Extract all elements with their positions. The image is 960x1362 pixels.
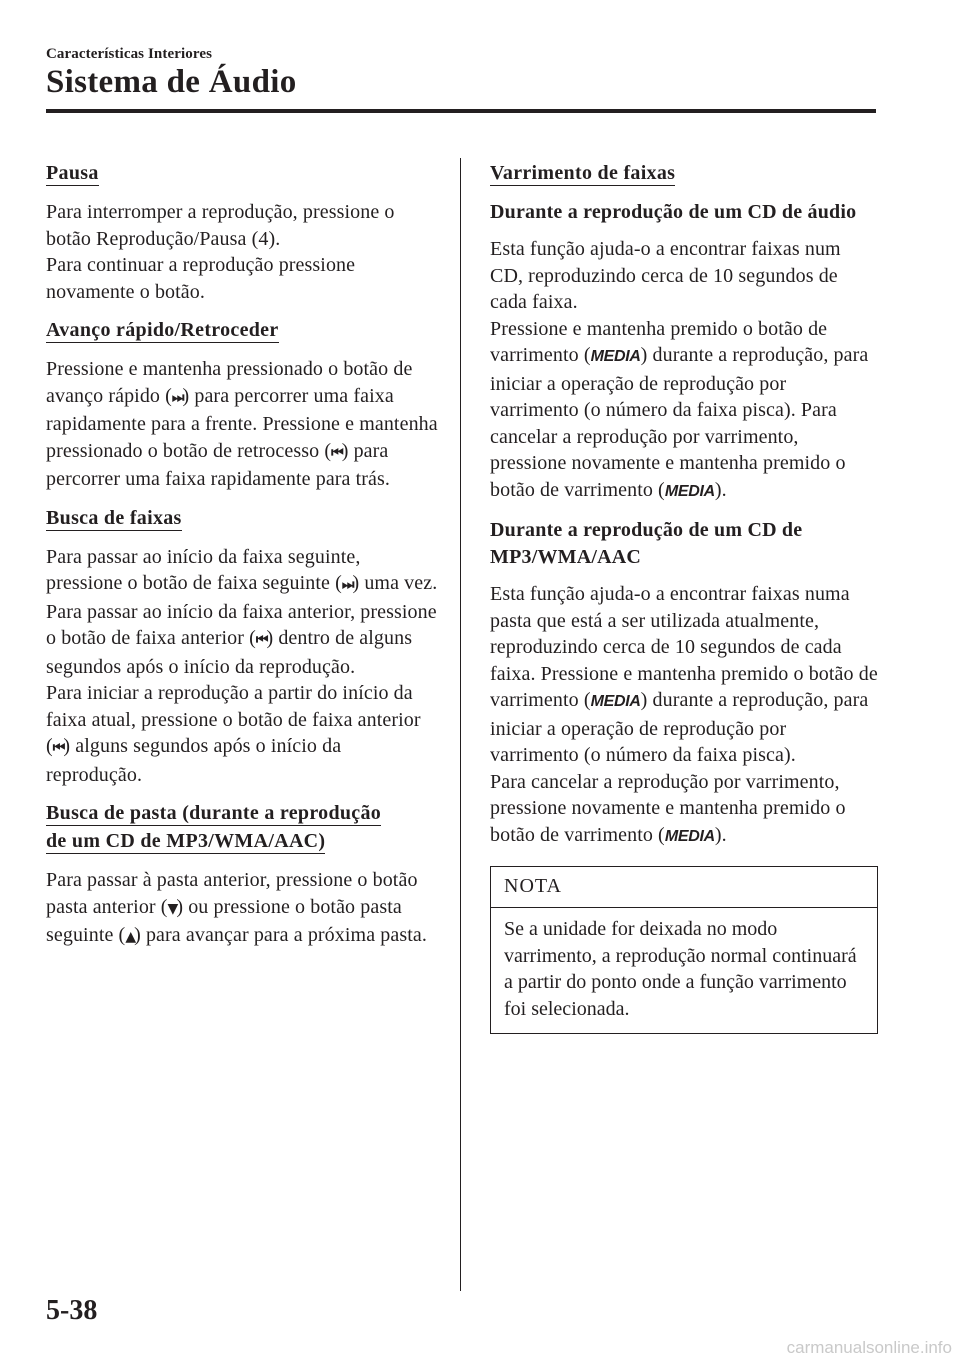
- next-track-icon: ⏭: [171, 389, 183, 406]
- varrimento-text-2: [490, 316, 878, 506]
- varrimento-text-4a: Para cancelar a reprodução por varrimento, pressione novamente e mantenha premido o botão de varrimento (: [490, 770, 846, 846]
- varrimento-text-4: [490, 769, 878, 851]
- previous-track-icon: ⏮: [255, 632, 267, 648]
- busca-text-b2: ) dentro de alguns segundos após o início da reprodução.: [46, 627, 413, 678]
- column-divider: [460, 158, 461, 1291]
- right-column: [490, 160, 878, 1034]
- previous-track-icon: ⏮: [52, 740, 64, 756]
- section-pausa: [46, 160, 438, 188]
- varrimento-text-1: Esta função ajuda-o a encontrar faixas num CD, reproduzindo cerca de 10 segundos de cada faixa.: [490, 238, 841, 313]
- busca-text-b1: Para passar ao início da faixa anterior, pressione o botão de faixa anterior (: [46, 600, 437, 649]
- varrimento-text-3b: ) durante a reprodução, para iniciar a operação de reprodução por varrimento (o número da faixa pisca).: [490, 689, 869, 766]
- heading-pasta-line1: Busca de pasta (durante a reprodução: [46, 802, 382, 824]
- heading-pausa: Pausa: [46, 162, 99, 184]
- pasta-text-1: Para passar à pasta anterior, pressione o botão pasta anterior (: [46, 869, 418, 918]
- varrimento-text-3a: Esta função ajuda-o a encontrar faixas numa pasta que está a ser utilizada atualmente, reproduzindo cerca de 10 segundos de cada faixa. Pressione e mantenha premido o botão de varrimento (: [490, 583, 878, 711]
- subheading-cd-audio: Durante a reprodução de um CD de áudio: [490, 201, 857, 223]
- media-button-icon: MEDIA: [590, 693, 641, 710]
- folder-up-icon: ▲: [125, 929, 135, 945]
- varrimento-text-2b: ) durante a reprodução, para iniciar a operação de reprodução por varrimento (o número da faixa pisca). Para cancelar a reprodução por varrimento, pressione novamente e mantenha premido o botão de varrimento (: [490, 344, 869, 501]
- media-button-icon: MEDIA: [590, 348, 641, 365]
- avanco-text: [46, 356, 438, 493]
- busca-text-b: [46, 599, 438, 681]
- subheading-cd-mp3: Durante a reprodução de um CD de MP3/WMA/AAC: [490, 519, 803, 568]
- section-varrimento: [490, 160, 878, 188]
- avanco-text-1: Pressione e mantenha pressionado o botão de avanço rápido (: [46, 358, 413, 407]
- varrimento-text-4b: ).: [714, 823, 727, 846]
- page-number: 5-38: [46, 1295, 98, 1326]
- note-body: Se a unidade for deixada no modo varrimento, a reprodução normal continuará a partir do ponto onde a função varrimento foi selecionada.: [504, 918, 857, 1020]
- pausa-text-2: Para continuar a reprodução pressione novamente o botão.: [46, 254, 356, 303]
- section-label: Características Interiores: [46, 46, 213, 62]
- header-rule: [46, 109, 876, 113]
- note-title: NOTA: [491, 867, 877, 908]
- media-button-icon: MEDIA: [664, 482, 715, 500]
- varrimento-text-3: [490, 581, 878, 769]
- section-avanco: [46, 317, 438, 345]
- next-track-icon: ⏭: [341, 577, 353, 593]
- heading-avanco: Avanço rápido/Retroceder: [46, 319, 279, 341]
- pausa-text-1: Para interromper a reprodução, pressione o botão Reprodução/Pausa (4).: [46, 201, 395, 250]
- avanco-text-3: ) para percorrer uma faixa rapidamente para trás.: [46, 439, 391, 490]
- busca-text-c2: ) alguns segundos após o início da reprodução.: [46, 735, 342, 786]
- heading-pasta-line2: de um CD de MP3/WMA/AAC): [46, 830, 326, 852]
- previous-track-icon: ⏮: [331, 444, 342, 461]
- note-box: [490, 866, 878, 1034]
- media-button-icon: MEDIA: [664, 827, 715, 845]
- section-pasta: [46, 800, 438, 856]
- left-column: [46, 160, 438, 963]
- heading-varrimento: Varrimento de faixas: [490, 162, 676, 184]
- busca-text-a: [46, 544, 438, 599]
- varrimento-text-2c: ).: [714, 478, 727, 501]
- busca-text-a2: ) uma vez.: [352, 572, 438, 594]
- varrimento-text-2a: Pressione e mantenha premido o botão de varrimento (: [490, 317, 828, 366]
- busca-text-a1: Para passar ao início da faixa seguinte, pressione o botão de faixa seguinte (: [46, 545, 361, 594]
- pasta-text-2: ) ou pressione o botão pasta seguinte (: [46, 895, 402, 946]
- folder-down-icon: ▼: [167, 900, 177, 917]
- page-title: Sistema de Áudio: [46, 64, 297, 100]
- watermark: carmanualsonline.info: [786, 1338, 952, 1357]
- avanco-text-2: ) para percorrer uma faixa rapidamente para a frente. Pressione e mantenha pressionado o botão de retrocesso (: [46, 384, 438, 462]
- pasta-text: [46, 867, 438, 951]
- busca-text-c1: Para iniciar a reprodução a partir do início da faixa atual, pressione o botão de faixa anterior (: [46, 682, 421, 757]
- pasta-text-3: ) para avançar para a próxima pasta.: [134, 924, 427, 946]
- section-busca: [46, 505, 438, 533]
- heading-busca: Busca de faixas: [46, 506, 182, 529]
- busca-text-c: [46, 680, 438, 788]
